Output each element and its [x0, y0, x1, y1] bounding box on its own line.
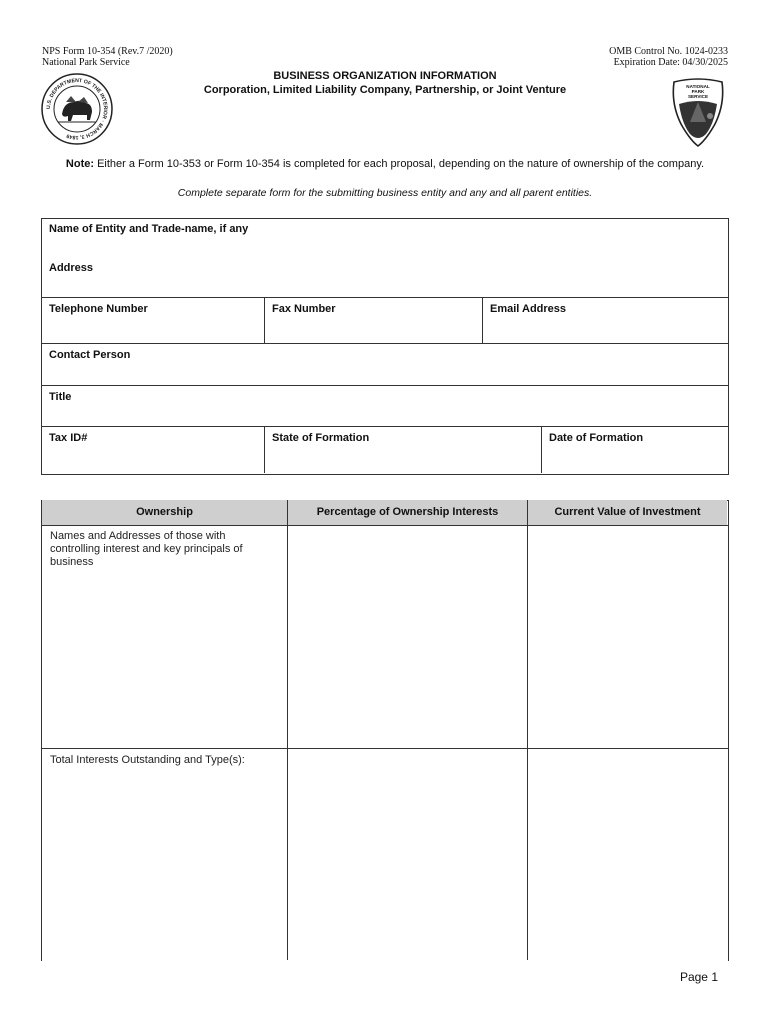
logo-line-park: PARK: [691, 89, 705, 94]
page-number: Page 1: [679, 970, 718, 984]
total-interests-value-cell[interactable]: [528, 749, 727, 959]
agency-name: National Park Service: [42, 57, 130, 68]
title-label: Title: [49, 391, 72, 403]
form-title: BUSINESS ORGANIZATION INFORMATION: [273, 70, 497, 82]
entity-name-label: Name of Entity and Trade-name, if any: [49, 223, 249, 235]
tax-id-field[interactable]: [41, 427, 264, 473]
state-of-formation-label: State of Formation: [272, 432, 370, 444]
ownership-header: Ownership: [42, 500, 287, 525]
address-field[interactable]: [41, 257, 727, 297]
note-text: Either a Form 10-353 or Form 10-354 is completed for each proposal, depending on the nature of ownership of the company.: [94, 158, 705, 170]
email-label: Email Address: [490, 303, 567, 315]
form-identifier: [42, 46, 173, 68]
logo-line-national: NATIONAL: [686, 84, 710, 89]
doi-seal-icon: [40, 72, 114, 146]
total-interests-percentage-cell[interactable]: [288, 749, 527, 959]
total-interests-label: Total Interests Outstanding and Type(s):: [50, 754, 245, 766]
seal-text: U.S. DEPARTMENT OF THE INTERIOR · MARCH 3, 1849: [45, 77, 109, 141]
fax-label: Fax Number: [272, 303, 336, 315]
contact-person-field[interactable]: [41, 344, 727, 385]
address-label: Address: [49, 262, 94, 274]
form-number: NPS Form 10-354 (Rev.7 /2020): [42, 46, 173, 57]
omb-control-number: OMB Control No. 1024-0233: [609, 46, 728, 57]
percentage-header: Percentage of Ownership Interests: [288, 500, 527, 525]
date-of-formation-field[interactable]: [541, 427, 727, 473]
state-of-formation-field[interactable]: [264, 427, 541, 473]
total-interests-cell[interactable]: [42, 749, 287, 959]
fax-field[interactable]: [264, 298, 482, 343]
current-value-header: Current Value of Investment: [528, 500, 727, 525]
instruction-text: Complete separate form for the submitting business entity and any and all parent entities.: [177, 187, 593, 199]
tax-id-label: Tax ID#: [49, 432, 88, 444]
contact-person-label: Contact Person: [49, 349, 131, 361]
date-of-formation-label: Date of Formation: [549, 432, 644, 444]
nps-arrowhead-icon: [670, 74, 726, 148]
expiration-date: Expiration Date: 04/30/2025: [613, 57, 728, 68]
note-label: Note:: [65, 158, 95, 170]
telephone-label: Telephone Number: [49, 303, 148, 315]
logo-line-service: SERVICE: [687, 94, 709, 99]
controlling-interest-value-cell[interactable]: [528, 526, 727, 748]
email-field[interactable]: [482, 298, 727, 343]
title-block: [150, 70, 620, 98]
omb-info: [609, 46, 728, 68]
telephone-field[interactable]: [41, 298, 264, 343]
controlling-interest-cell[interactable]: [42, 526, 287, 748]
controlling-interest-percentage-cell[interactable]: [288, 526, 527, 748]
entity-name-field[interactable]: [41, 218, 727, 256]
note-line: [0, 158, 770, 170]
form-subtitle: Corporation, Limited Liability Company, Partnership, or Joint Venture: [203, 84, 567, 96]
controlling-interest-label: Names and Addresses of those with controlling interest and key principals of business: [50, 530, 243, 568]
title-field[interactable]: [41, 386, 727, 426]
